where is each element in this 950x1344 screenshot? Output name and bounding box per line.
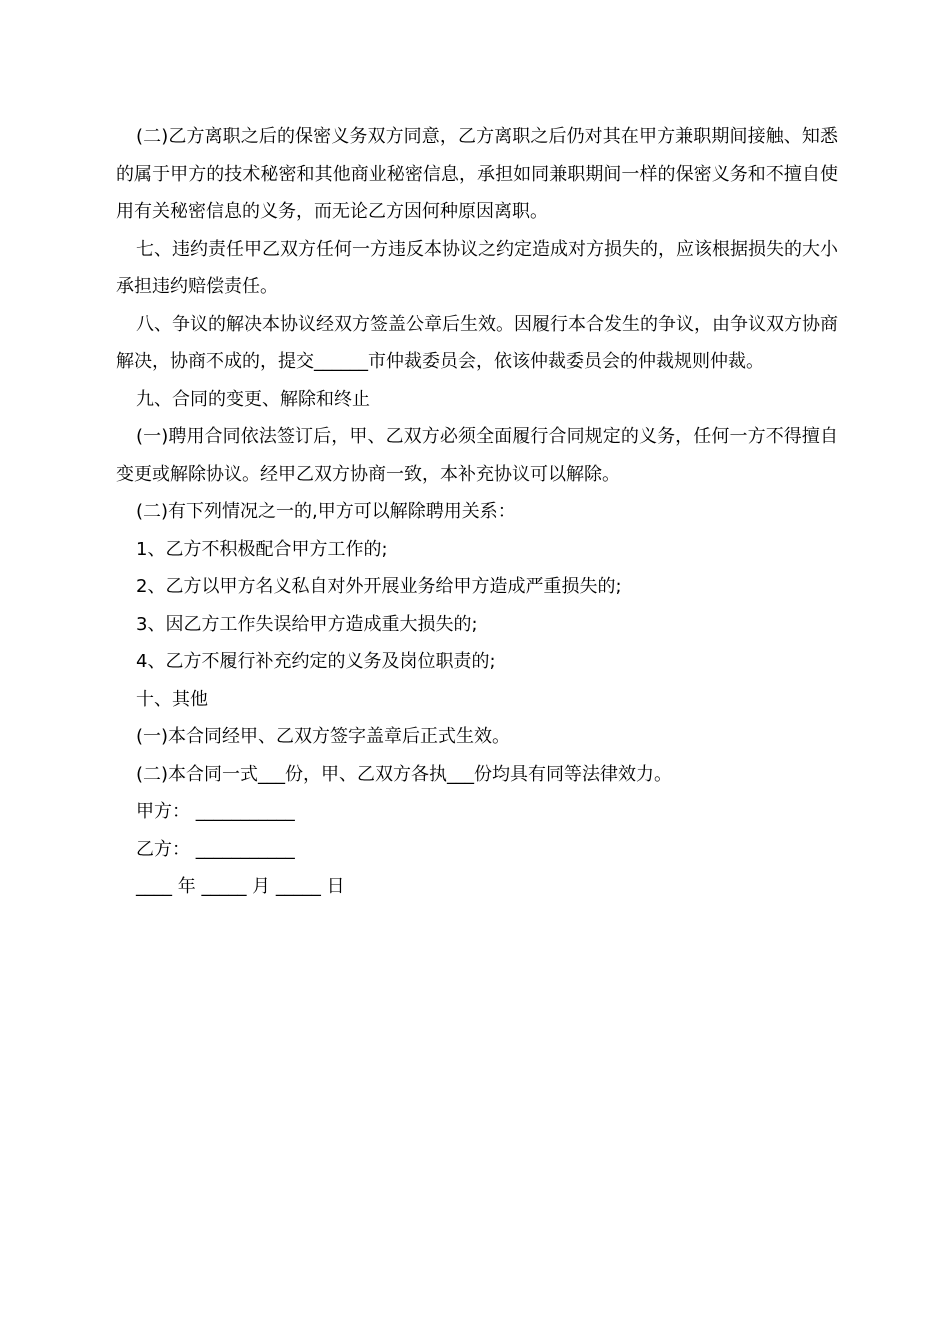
date-line: ____ 年 _____ 月 _____ 日 xyxy=(136,876,345,897)
party-b-signature-line: 乙方： ___________ xyxy=(136,838,295,860)
clause-9-item-1: (一)聘用合同依法签订后，甲、乙双方必须全面履行合同规定的义务，任何一方不得擅自变更或解除协议。经甲乙双方协商一致，本补充协议可以解除。 xyxy=(116,426,838,485)
clause-10-heading: 十、其他 xyxy=(136,688,208,710)
clause-8-dispute-resolution: 八、争议的解决本协议经双方签盖公章后生效。因履行本合发生的争议，由争议双方协商解决，协商不成的，提交______市仲裁委员会，依该仲裁委员会的仲裁规则仲裁。 xyxy=(116,313,838,372)
clause-10-item-1: (一)本合同经甲、乙双方签字盖章后正式生效。 xyxy=(136,726,511,747)
party-a-signature-line: 甲方： ___________ xyxy=(136,801,295,822)
list-item: 3、因乙方工作失误给甲方造成重大损失的; xyxy=(136,613,478,635)
document-body xyxy=(116,118,838,906)
list-item: 1、乙方不积极配合甲方工作的; xyxy=(136,538,388,560)
clause-9-heading: 九、合同的变更、解除和终止 xyxy=(136,388,370,410)
list-item: 2、乙方以甲方名义私自对外开展业务给甲方造成严重损失的; xyxy=(136,576,622,597)
clause-7-liability: 七、违约责任甲乙双方任何一方违反本协议之约定造成对方损失的，应该根据损失的大小承担违约赔偿责任。 xyxy=(116,238,838,297)
clause-10-item-2: (二)本合同一式___份，甲、乙双方各执___份均具有同等法律效力。 xyxy=(136,763,673,785)
clause-9-item-2: (二)有下列情况之一的,甲方可以解除聘用关系： xyxy=(136,501,516,522)
clause-confidentiality-after-resignation: (二)乙方离职之后的保密义务双方同意，乙方离职之后仍对其在甲方兼职期间接触、知悉的属于甲方的技术秘密和其他商业秘密信息，承担如同兼职期间一样的保密义务和不擅自使用有关秘密信息的义务，而无论乙方因何种原因离职。 xyxy=(116,126,838,222)
list-item: 4、乙方不履行补充约定的义务及岗位职责的; xyxy=(136,651,496,672)
